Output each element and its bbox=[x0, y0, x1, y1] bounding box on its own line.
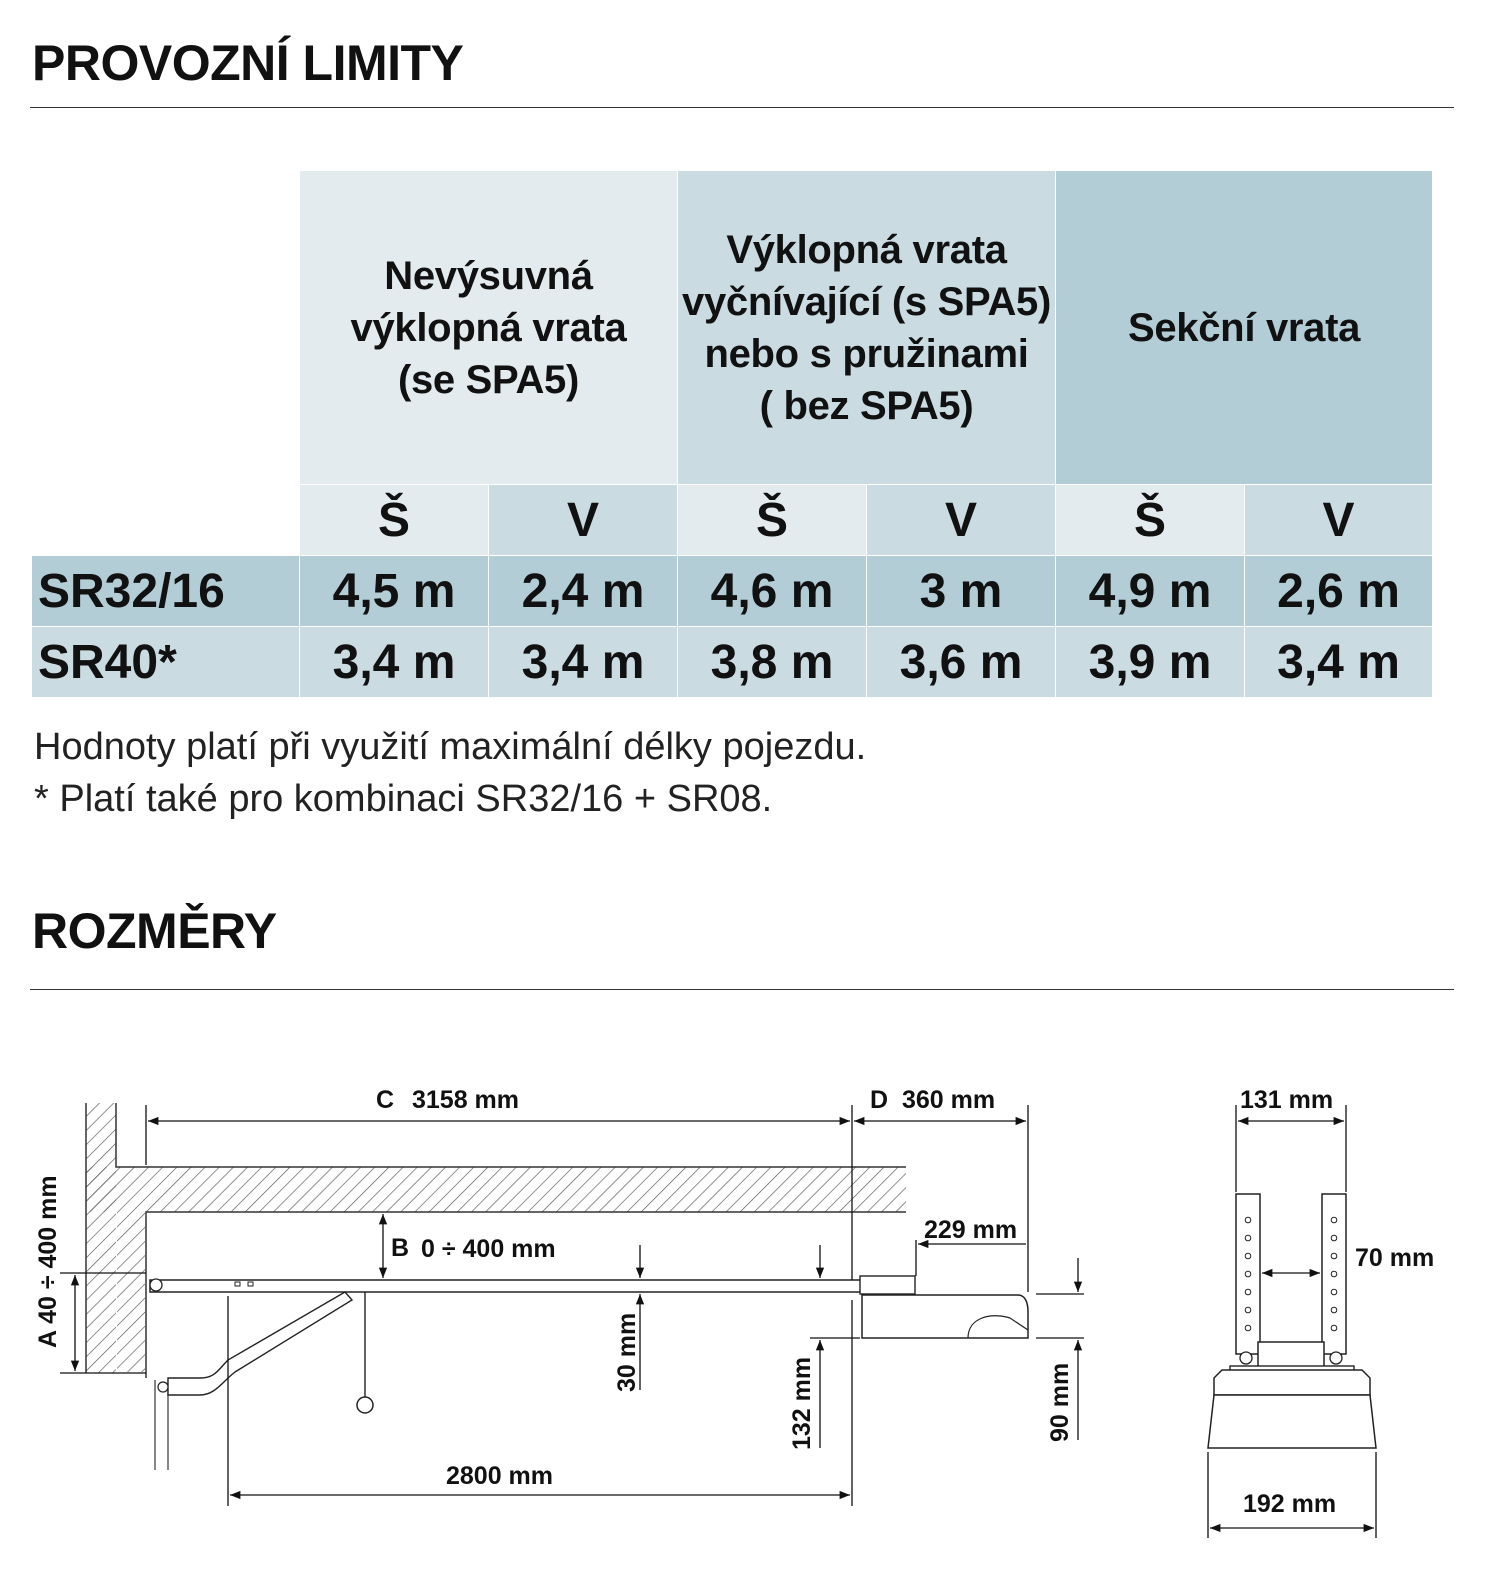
group-header-sectional-doors bbox=[1056, 171, 1433, 485]
note-footnote: * Platí také pro kombinaci SR32/16 + SR08. bbox=[34, 778, 773, 820]
dim-192: 192 mm bbox=[1243, 1490, 1337, 1518]
dim-229: 229 mm bbox=[924, 1216, 1018, 1244]
group-header-tilt-doors bbox=[300, 171, 678, 485]
rail bbox=[150, 1279, 865, 1292]
table-cell: 4,9 m bbox=[1056, 556, 1245, 627]
dim-132: 132 mm bbox=[788, 1356, 816, 1450]
subheader-width: Š bbox=[1056, 485, 1245, 556]
section-title-dimensions: ROZMĚRY bbox=[32, 903, 277, 959]
operating-limits-table bbox=[31, 170, 1433, 698]
group-line: Sekční vrata bbox=[1127, 305, 1361, 350]
group-header-protruding-doors bbox=[678, 171, 1056, 485]
group-line: Nevýsuvná bbox=[384, 253, 593, 298]
section-title-limits: PROVOZNÍ LIMITY bbox=[32, 35, 464, 91]
dim-d-value: 360 mm bbox=[902, 1086, 996, 1114]
group-line: Výklopná vrata bbox=[726, 227, 1007, 272]
door-panel bbox=[155, 1380, 168, 1470]
group-line: (se SPA5) bbox=[397, 357, 580, 402]
dim-a-value: A 40 ÷ 400 mm bbox=[34, 1175, 62, 1348]
table-cell: 3 m bbox=[867, 556, 1056, 627]
dim-30: 30 mm bbox=[613, 1312, 641, 1392]
dim-131: 131 mm bbox=[1240, 1086, 1334, 1114]
table-cell: 3,4 m bbox=[489, 627, 678, 698]
table-cell: 2,4 m bbox=[489, 556, 678, 627]
side-dimension-lines bbox=[1208, 1105, 1376, 1538]
table-cell: 4,5 m bbox=[300, 556, 489, 627]
motor-unit bbox=[860, 1276, 1028, 1338]
dim-b-letter: B bbox=[391, 1234, 410, 1262]
subheader-width: Š bbox=[300, 485, 489, 556]
table-cell: 3,4 m bbox=[300, 627, 489, 698]
group-header-row bbox=[32, 171, 1433, 485]
table-cell: 3,4 m bbox=[1245, 627, 1433, 698]
dimension-drawing bbox=[0, 1040, 1500, 1583]
dim-b-value: 0 ÷ 400 mm bbox=[421, 1235, 556, 1263]
side-view bbox=[1208, 1194, 1376, 1448]
dimensions-rule bbox=[30, 989, 1454, 990]
row-label: SR32/16 bbox=[32, 556, 300, 627]
dim-c-value: 3158 mm bbox=[412, 1086, 520, 1114]
blank-corner bbox=[32, 171, 300, 556]
title-rule bbox=[30, 107, 1454, 108]
note-max-travel: Hodnoty platí při využití maximální délky pojezdu. bbox=[34, 726, 867, 768]
table-row bbox=[32, 556, 1433, 627]
table-cell: 3,6 m bbox=[867, 627, 1056, 698]
group-line: vyčnívající (s SPA5) bbox=[682, 279, 1052, 324]
subheader-height: V bbox=[867, 485, 1056, 556]
table-cell: 2,6 m bbox=[1245, 556, 1433, 627]
dim-70: 70 mm bbox=[1355, 1244, 1435, 1272]
dim-2800: 2800 mm bbox=[446, 1462, 554, 1490]
subheader-height: V bbox=[489, 485, 678, 556]
group-line: výklopná vrata bbox=[350, 305, 627, 350]
dim-c-letter: C bbox=[376, 1086, 395, 1114]
dim-d-letter: D bbox=[870, 1086, 889, 1114]
table-cell: 4,6 m bbox=[678, 556, 867, 627]
subheader-width: Š bbox=[678, 485, 867, 556]
subheader-height: V bbox=[1245, 485, 1433, 556]
group-line: ( bez SPA5) bbox=[759, 383, 974, 428]
table-cell: 3,8 m bbox=[678, 627, 867, 698]
row-label: SR40* bbox=[32, 627, 300, 698]
table-cell: 3,9 m bbox=[1056, 627, 1245, 698]
dimension-labels bbox=[34, 1086, 1434, 1518]
table-row bbox=[32, 627, 1433, 698]
dim-90: 90 mm bbox=[1046, 1362, 1074, 1442]
group-line: nebo s pružinami bbox=[704, 331, 1029, 376]
arm-and-cord bbox=[158, 1292, 373, 1413]
